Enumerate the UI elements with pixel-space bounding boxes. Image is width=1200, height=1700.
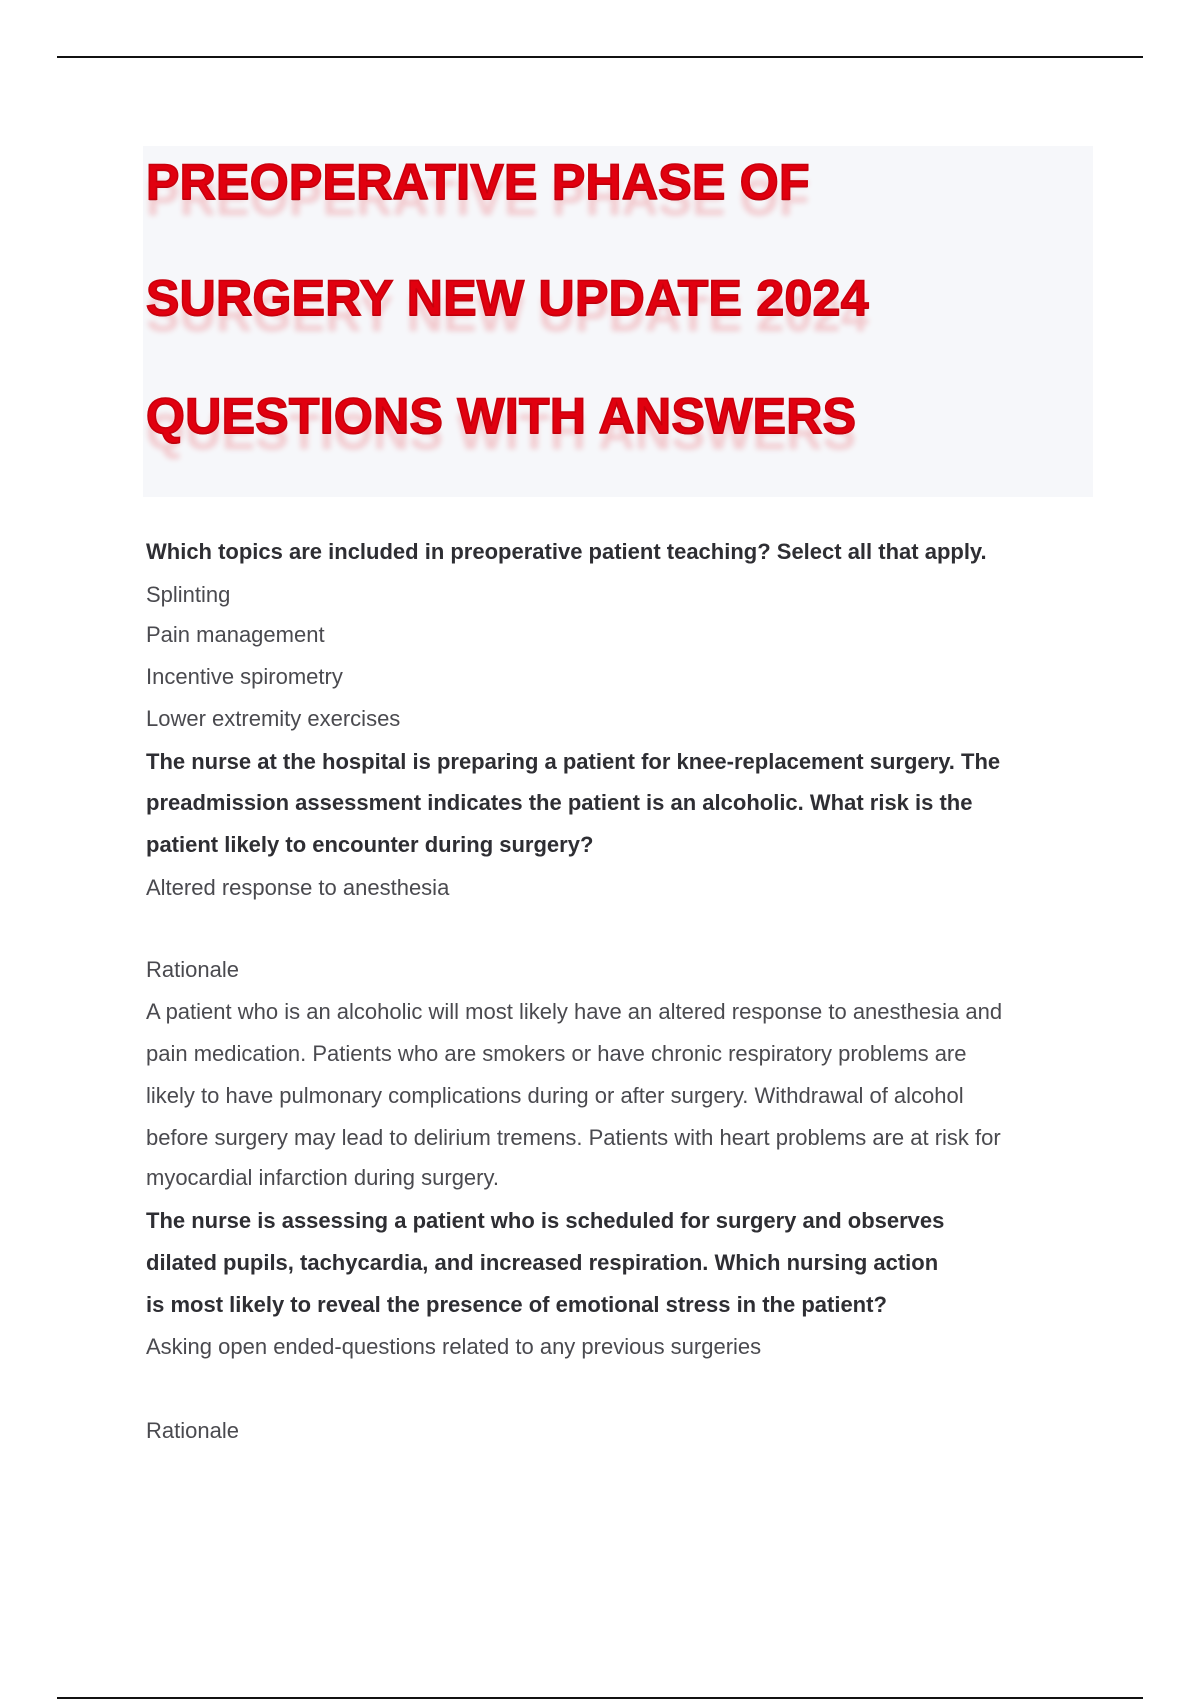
answer-line: Pain management bbox=[146, 622, 325, 647]
answer-line: Lower extremity exercises bbox=[146, 706, 401, 731]
title-line-2: SURGERY NEW UPDATE 2024 bbox=[146, 270, 869, 326]
rationale-heading: Rationale bbox=[146, 957, 239, 982]
header-rule bbox=[57, 56, 1143, 58]
rationale-heading: Rationale bbox=[146, 1418, 239, 1443]
question-line: patient likely to encounter during surgery? bbox=[146, 832, 594, 857]
answer-line: Altered response to anesthesia bbox=[146, 875, 450, 900]
question-line: is most likely to reveal the presence of emotional stress in the patient? bbox=[146, 1292, 887, 1317]
answer-line: Splinting bbox=[146, 582, 231, 607]
footer-rule bbox=[57, 1697, 1143, 1699]
answer-line: myocardial infarction during surgery. bbox=[146, 1165, 499, 1190]
question-line: The nurse at the hospital is preparing a patient for knee-replacement surgery. The bbox=[146, 749, 1001, 774]
answer-line: A patient who is an alcoholic will most likely have an altered response to anesthesia and bbox=[146, 999, 1003, 1024]
question-line: preadmission assessment indicates the patient is an alcoholic. What risk is the bbox=[146, 790, 973, 815]
answer-line: before surgery may lead to delirium tremens. Patients with heart problems are at risk for bbox=[146, 1125, 1001, 1150]
title-line-3: QUESTIONS WITH ANSWERS bbox=[146, 388, 857, 444]
question-line: The nurse is assessing a patient who is scheduled for surgery and observes bbox=[146, 1208, 945, 1233]
question-line: dilated pupils, tachycardia, and increased respiration. Which nursing action bbox=[146, 1250, 939, 1275]
answer-line: likely to have pulmonary complications during or after surgery. Withdrawal of alcohol bbox=[146, 1083, 964, 1108]
title-line-1: PREOPERATIVE PHASE OF bbox=[146, 154, 810, 210]
answer-line: pain medication. Patients who are smokers or have chronic respiratory problems are bbox=[146, 1041, 967, 1066]
answer-line: Asking open ended-questions related to any previous surgeries bbox=[146, 1334, 762, 1359]
answer-line: Incentive spirometry bbox=[146, 664, 343, 689]
question-line: Which topics are included in preoperative patient teaching? Select all that apply. bbox=[146, 539, 987, 564]
